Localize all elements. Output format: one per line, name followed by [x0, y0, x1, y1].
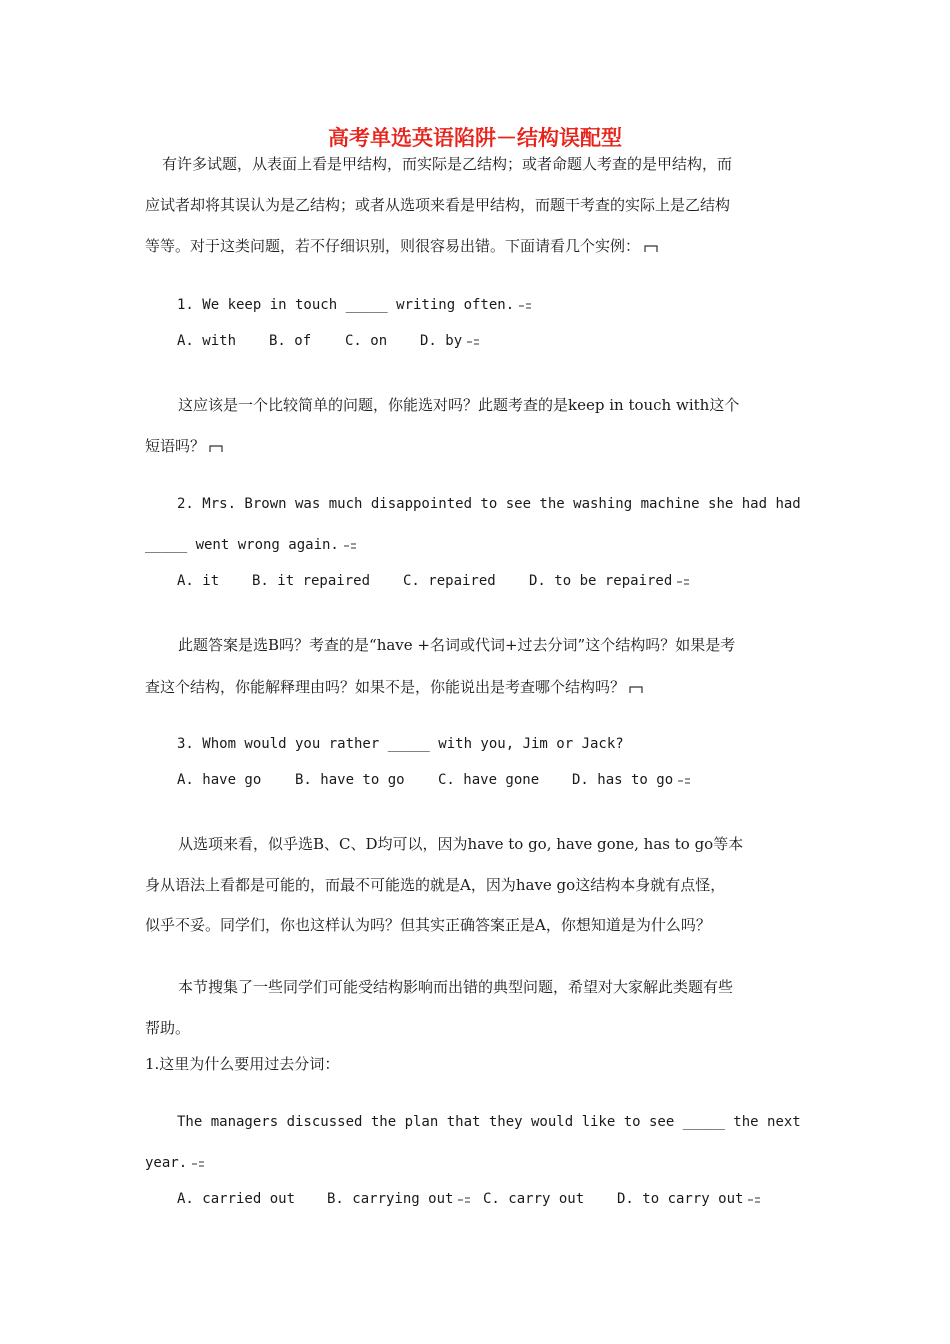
question-1-stem: 1. We keep in touch _____ writing often. — [177, 297, 532, 313]
option-b: B. of — [269, 333, 312, 349]
paragraph-mark-icon — [209, 443, 223, 453]
question-3-stem: 3. Whom would you rather _____ with you, Jim or Jack? — [177, 736, 624, 752]
option-d: D. has to go — [572, 772, 674, 788]
line-break-mark-icon — [518, 301, 532, 311]
line-break-mark-icon — [676, 577, 690, 587]
section-intro-line-2: 帮助。 — [145, 1019, 191, 1037]
line-break-mark-icon — [466, 337, 480, 347]
question-2-stem-line-1: 2. Mrs. Brown was much disappointed to see the washing machine she had had — [177, 496, 801, 512]
option-c: C. carry out — [483, 1191, 585, 1207]
line-break-mark-icon — [343, 541, 357, 551]
option-a: A. with — [177, 333, 237, 349]
question-3-options — [177, 772, 691, 788]
option-a: A. it — [177, 573, 220, 589]
question-1-note-line-1: 这应该是一个比较简单的问题，你能选对吗？此题考查的是keep in touch with这个 — [178, 396, 740, 414]
section-intro-line-1: 本节搜集了一些同学们可能受结构影响而出错的典型问题，希望对大家解此类题有些 — [178, 978, 734, 996]
example-1-options — [177, 1191, 761, 1207]
intro-line-1: 有许多试题，从表面上看是甲结构，而实际是乙结构；或者命题人考查的是甲结构，而 — [162, 155, 733, 173]
question-1-options — [177, 333, 480, 349]
question-3-note-line-2: 身从语法上看都是可能的，而最不可能选的就是A，因为have go这结构本身就有点怪， — [145, 876, 726, 894]
question-1-note-line-2: 短语吗？ — [145, 435, 223, 456]
option-c: C. repaired — [403, 573, 496, 589]
question-3-note-line-3: 似乎不妥。同学们，你也这样认为吗？但其实正确答案正是A，你想知道是为什么吗？ — [145, 916, 711, 934]
question-2-note-line-2: 查这个结构，你能解释理由吗？如果不是，你能说出是考查哪个结构吗？ — [145, 676, 643, 697]
section-1-heading: 1.这里为什么要用过去分词： — [145, 1055, 340, 1073]
line-break-mark-icon — [457, 1195, 471, 1205]
line-break-mark-icon — [677, 776, 691, 786]
paragraph-mark-icon — [629, 684, 643, 694]
option-b: B. it repaired — [252, 573, 371, 589]
paragraph-mark-icon — [644, 243, 658, 253]
option-d: D. to carry out — [617, 1191, 744, 1207]
question-2-options — [177, 573, 690, 589]
page-title: 高考单选英语陷阱－结构误配型 — [328, 126, 622, 150]
option-d: D. to be repaired — [529, 573, 673, 589]
option-a: A. carried out — [177, 1191, 296, 1207]
option-b: B. have to go — [295, 772, 405, 788]
example-1-stem-line-1: The managers discussed the plan that they would like to see _____ the next — [177, 1114, 801, 1130]
line-break-mark-icon — [191, 1159, 205, 1169]
option-c: C. have gone — [438, 772, 540, 788]
option-a: A. have go — [177, 772, 262, 788]
question-2-stem-line-2: _____ went wrong again. — [145, 537, 357, 553]
question-2-note-line-1: 此题答案是选B吗？考查的是“have +名词或代词+过去分词”这个结构吗？如果是考 — [178, 636, 736, 654]
option-c: C. on — [345, 333, 388, 349]
line-break-mark-icon — [747, 1195, 761, 1205]
option-d: D. by — [420, 333, 463, 349]
intro-line-2: 应试者却将其误认为是乙结构；或者从选项来看是甲结构，而题干考查的实际上是乙结构 — [145, 196, 731, 214]
example-1-stem-line-2: year. — [145, 1155, 205, 1171]
option-b: B. carrying out — [327, 1191, 483, 1207]
intro-line-3: 等等。对于这类问题，若不仔细识别，则很容易出错。下面请看几个实例： — [145, 235, 658, 256]
question-3-note-line-1: 从选项来看，似乎选B、C、D均可以，因为have to go, have gone, has to go等本 — [178, 835, 744, 853]
